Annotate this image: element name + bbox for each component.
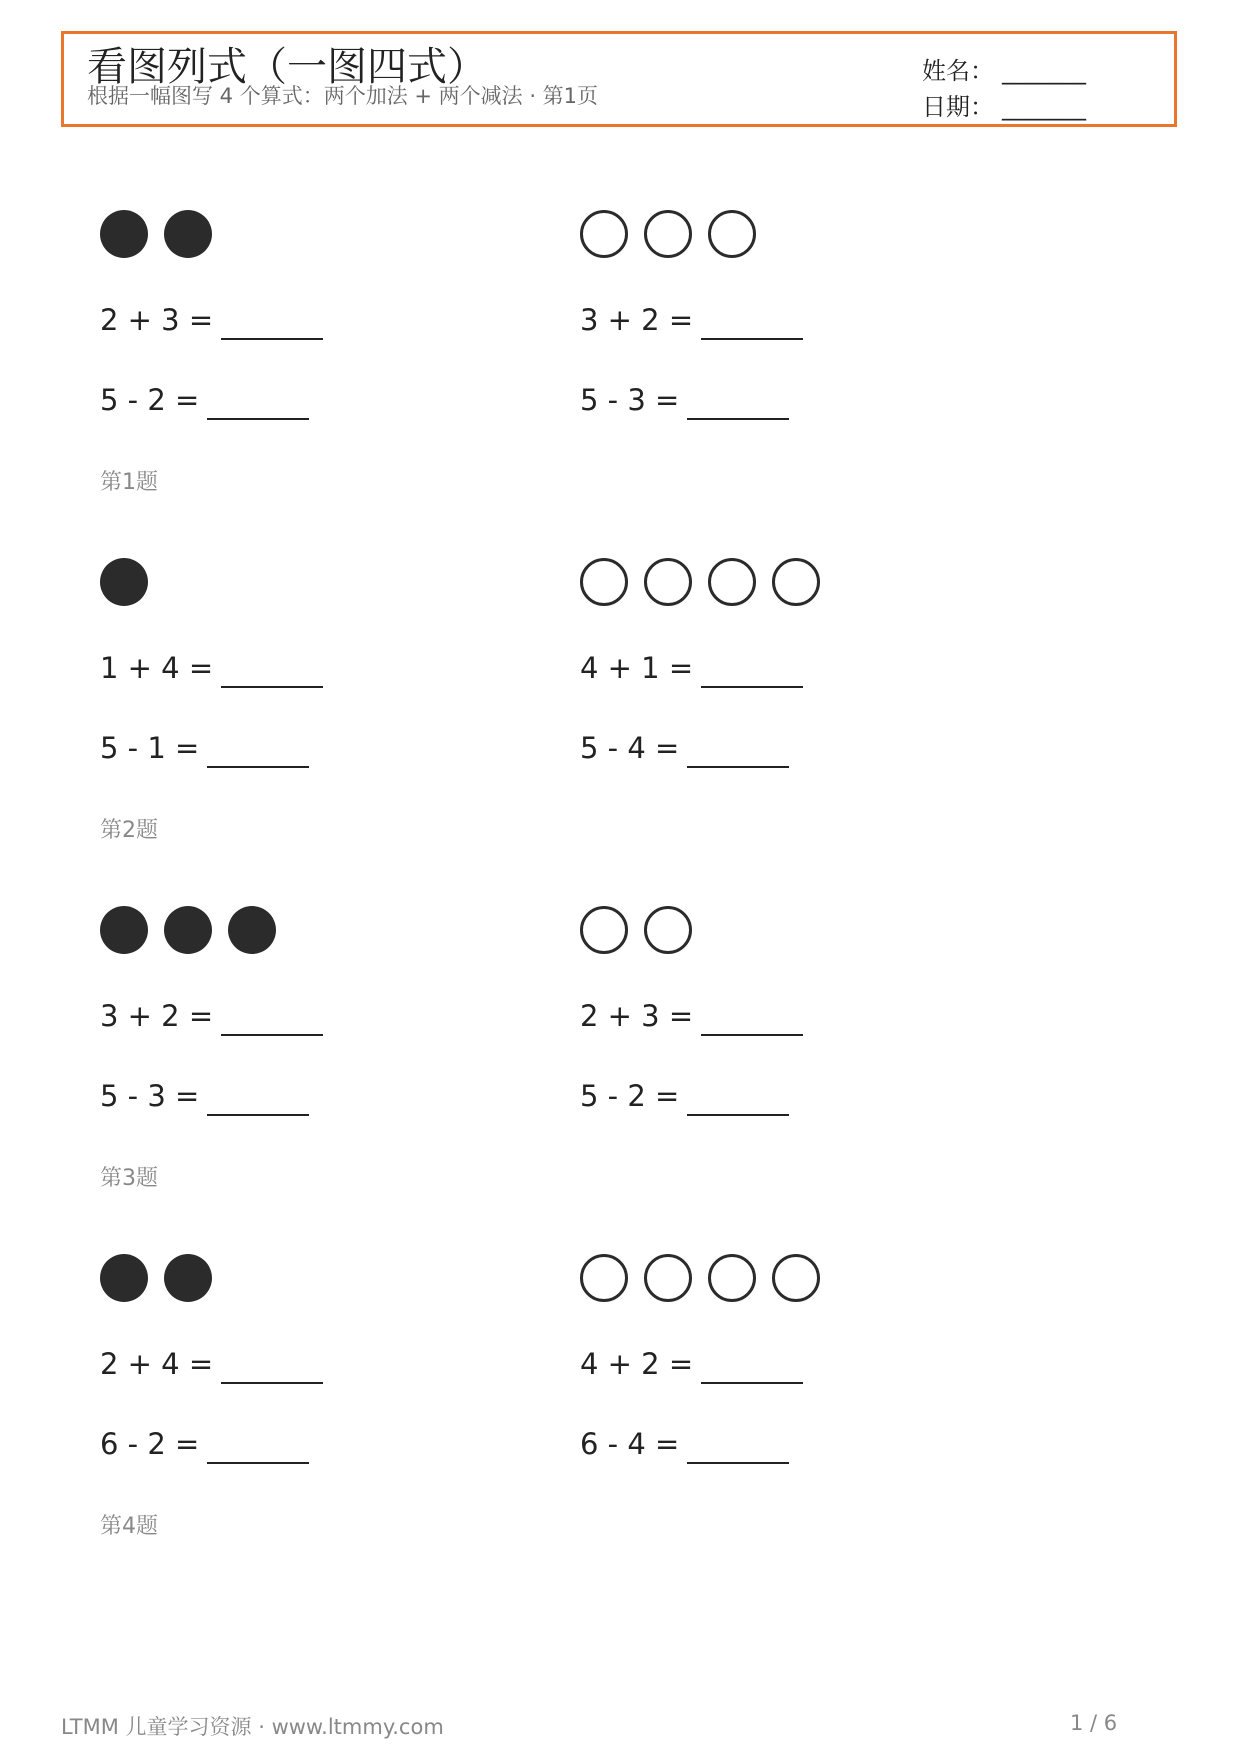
filled-dots: [100, 1254, 212, 1304]
equation-text: 3 + 2 =: [580, 303, 694, 337]
problem-right-group: [580, 200, 1020, 460]
date-field: [922, 90, 1086, 124]
answer-blank[interactable]: [221, 1348, 323, 1384]
hollow-circle-icon: [580, 1254, 628, 1302]
answer-blank[interactable]: [701, 1348, 803, 1384]
answer-blank[interactable]: [687, 1080, 789, 1116]
date-blank: _______: [1002, 93, 1086, 121]
equation-text: 6 - 4 =: [580, 1427, 680, 1461]
filled-circle-icon: [164, 906, 212, 954]
equation-text: 5 - 2 =: [100, 383, 200, 417]
answer-blank[interactable]: [701, 304, 803, 340]
answer-blank[interactable]: [207, 1080, 309, 1116]
answer-blank[interactable]: [221, 652, 323, 688]
hollow-circle-icon: [644, 906, 692, 954]
subtraction-equation: [580, 728, 789, 768]
addition-equation: [100, 1344, 323, 1384]
hollow-dots: [580, 1254, 820, 1304]
problem-left-group: [100, 200, 540, 460]
worksheet-header: [61, 31, 1177, 127]
equation-text: 4 + 1 =: [580, 651, 694, 685]
problem-left-group: [100, 1244, 540, 1504]
answer-blank[interactable]: [207, 384, 309, 420]
filled-dots: [100, 558, 148, 608]
addition-equation: [580, 1344, 803, 1384]
hollow-dots: [580, 906, 692, 956]
addition-equation: [100, 648, 323, 688]
problem-right-group: [580, 1244, 1020, 1504]
answer-blank[interactable]: [687, 1428, 789, 1464]
equation-text: 4 + 2 =: [580, 1347, 694, 1381]
equation-text: 2 + 3 =: [580, 999, 694, 1033]
hollow-circle-icon: [708, 1254, 756, 1302]
filled-circle-icon: [164, 1254, 212, 1302]
footer-source: LTMM 儿童学习资源 · www.ltmmy.com: [61, 1715, 444, 1739]
hollow-circle-icon: [580, 906, 628, 954]
answer-blank[interactable]: [687, 384, 789, 420]
addition-equation: [580, 648, 803, 688]
filled-circle-icon: [100, 210, 148, 258]
answer-blank[interactable]: [701, 652, 803, 688]
addition-equation: [100, 996, 323, 1036]
subtraction-equation: [580, 1424, 789, 1464]
subtraction-equation: [100, 1076, 309, 1116]
filled-circle-icon: [100, 558, 148, 606]
equation-text: 5 - 1 =: [100, 731, 200, 765]
filled-circle-icon: [164, 210, 212, 258]
problem-label: 第3题: [100, 1166, 158, 1191]
answer-blank[interactable]: [221, 1000, 323, 1036]
problem-right-group: [580, 896, 1020, 1156]
subtraction-equation: [100, 1424, 309, 1464]
filled-circle-icon: [100, 906, 148, 954]
hollow-circle-icon: [708, 210, 756, 258]
problem-3: [100, 896, 1140, 1226]
answer-blank[interactable]: [687, 732, 789, 768]
hollow-dots: [580, 210, 756, 260]
subtraction-equation: [100, 728, 309, 768]
equation-text: 5 - 3 =: [580, 383, 680, 417]
filled-dots: [100, 906, 276, 956]
answer-blank[interactable]: [207, 732, 309, 768]
addition-equation: [580, 300, 803, 340]
answer-blank[interactable]: [221, 304, 323, 340]
hollow-circle-icon: [580, 210, 628, 258]
date-label: 日期：: [922, 93, 994, 121]
equation-text: 1 + 4 =: [100, 651, 214, 685]
problem-label: 第1题: [100, 470, 158, 495]
filled-circle-icon: [228, 906, 276, 954]
equation-text: 5 - 3 =: [100, 1079, 200, 1113]
problem-right-group: [580, 548, 1020, 808]
name-blank: _______: [1002, 57, 1086, 85]
problem-label: 第2题: [100, 818, 158, 843]
subtraction-equation: [100, 380, 309, 420]
problem-left-group: [100, 548, 540, 808]
answer-blank[interactable]: [207, 1428, 309, 1464]
addition-equation: [100, 300, 323, 340]
equation-text: 5 - 2 =: [580, 1079, 680, 1113]
hollow-circle-icon: [772, 558, 820, 606]
name-field: [922, 54, 1086, 88]
page-subtitle: 根据一幅图写 4 个算式：两个加法 + 两个减法 · 第1页: [87, 84, 599, 108]
hollow-circle-icon: [580, 558, 628, 606]
subtraction-equation: [580, 1076, 789, 1116]
page-title: 看图列式（一图四式）: [87, 44, 487, 90]
name-label: 姓名：: [922, 57, 994, 85]
hollow-circle-icon: [644, 558, 692, 606]
problem-label: 第4题: [100, 1514, 158, 1539]
problem-4: [100, 1244, 1140, 1574]
hollow-circle-icon: [644, 210, 692, 258]
answer-blank[interactable]: [701, 1000, 803, 1036]
page-number: 1 / 6: [1070, 1711, 1118, 1735]
hollow-circle-icon: [644, 1254, 692, 1302]
equation-text: 5 - 4 =: [580, 731, 680, 765]
problem-2: [100, 548, 1140, 878]
equation-text: 3 + 2 =: [100, 999, 214, 1033]
equation-text: 2 + 4 =: [100, 1347, 214, 1381]
hollow-circle-icon: [708, 558, 756, 606]
hollow-dots: [580, 558, 820, 608]
hollow-circle-icon: [772, 1254, 820, 1302]
equation-text: 6 - 2 =: [100, 1427, 200, 1461]
problem-1: [100, 200, 1140, 530]
problem-left-group: [100, 896, 540, 1156]
filled-dots: [100, 210, 212, 260]
filled-circle-icon: [100, 1254, 148, 1302]
addition-equation: [580, 996, 803, 1036]
subtraction-equation: [580, 380, 789, 420]
equation-text: 2 + 3 =: [100, 303, 214, 337]
